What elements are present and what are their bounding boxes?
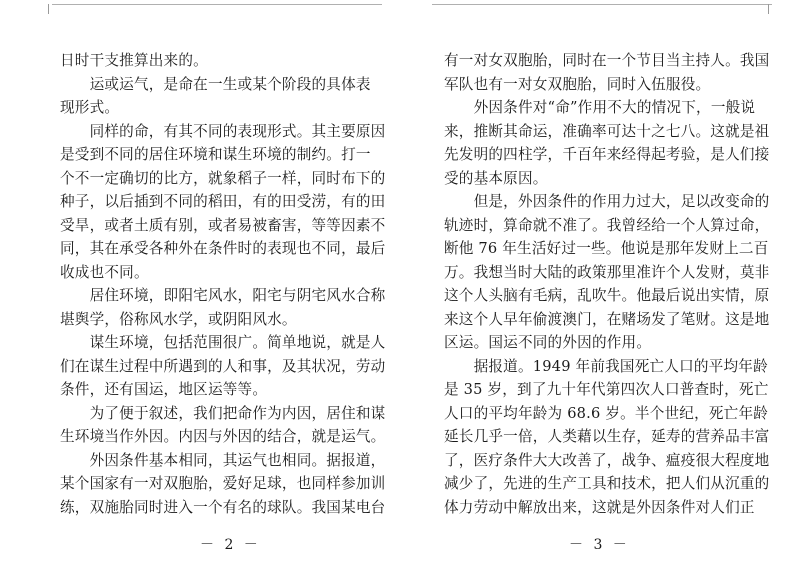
text-line: 生环境当作外因。内因与外因的结合，就是运气。 xyxy=(60,428,386,445)
text-line: 外因条件基本相同，其运气也相同。据报道， xyxy=(60,451,386,469)
text-line: 堪舆学，俗称风水学，或阴阳风水。 xyxy=(60,310,297,328)
text-line: 万。我想当时大陆的政策那里准许个人发财，莫非 xyxy=(444,263,770,281)
text-line: 种子，以后插到不同的稻田，有的田受涝，有的田 xyxy=(60,193,386,210)
text-line: 了，医疗条件大大改善了，战争、瘟疫很大程度地 xyxy=(444,451,770,469)
text-line: 人口的平均年龄为 68.6 岁。半个世纪，死亡年龄 xyxy=(444,404,769,422)
text-line: 有一对女双胞胎，同时在一个节目当主持人。我国 xyxy=(444,52,770,69)
page-corner-mark xyxy=(48,4,49,14)
left-page xyxy=(0,0,396,588)
text-line: 为了便于叙述，我们把命作为内因，居住和谋 xyxy=(60,404,386,422)
text-line: 轨迹时，算命就不准了。我曾经给一个人算过命， xyxy=(444,216,770,234)
text-line: 外因条件对“命”作用不大的情况下，一般说 xyxy=(444,99,756,116)
text-line: 是受到不同的居住环境和谋生环境的制约。打一 xyxy=(60,146,371,163)
text-line: 条件，还有国运，地区运等等。 xyxy=(60,381,268,398)
text-line: 个不一定确切的比方，就象稻子一样，同时布下的 xyxy=(60,169,386,187)
page-number: － 3 － xyxy=(569,537,630,553)
text-line: 减少了，先进的生产工具和技术，把人们从沉重的 xyxy=(444,475,770,492)
text-line: 来这个人早年偷渡澳门，在赌场发了笔财。这是地 xyxy=(444,310,770,328)
text-line: 延长几乎一倍，人类藉以生存，延寿的营养品丰富 xyxy=(444,428,770,445)
text-line: 断他 76 年生活好过一些。他说是那年发财上二百 xyxy=(444,240,769,257)
right-page xyxy=(396,0,793,588)
left-page-body xyxy=(60,49,386,519)
text-line: 收成也不同。 xyxy=(60,263,149,281)
text-line: 据报道。1949 年前我国死亡人口的平均年龄 xyxy=(444,357,768,375)
text-line: 这个人头脑有毛病，乱吹牛。他最后说出实情，原 xyxy=(444,287,770,304)
text-line: 区运。国运不同的外因的作用。 xyxy=(444,334,652,351)
page-edge-line xyxy=(52,4,382,5)
text-line: 谋生环境，包括范围很广。简单地说，就是人 xyxy=(60,334,386,351)
text-line: 受的基本原因。 xyxy=(444,169,548,187)
text-line: 现形式。 xyxy=(60,99,120,116)
text-line: 运或运气，是命在一生或某个阶段的具体表 xyxy=(60,75,371,93)
text-line: 军队也有一对女双胞胎，同时入伍服役。 xyxy=(444,75,711,93)
text-line: 体力劳动中解放出来，这就是外因条件对人们正 xyxy=(444,498,755,516)
text-line: 居住环境，即阳宅风水，阳宅与阴宅风水合称 xyxy=(60,287,386,304)
text-line: 们在谋生过程中所遇到的人和事，及其状况，劳动 xyxy=(60,357,386,375)
text-line: 某个国家有一对双胞胎，爱好足球，也同样参加训 xyxy=(60,475,386,492)
page-edge-line xyxy=(432,4,772,5)
text-line: 练，双施胎同时进入一个有名的球队。我国某电台 xyxy=(60,498,386,516)
text-line: 是 35 岁，到了九十年代第四次人口普查时，死亡 xyxy=(444,381,769,398)
page-number: － 2 － xyxy=(200,537,261,553)
page-corner-mark xyxy=(768,4,769,14)
text-line: 受旱，或者土质有别，或者易被畜害，等等因素不 xyxy=(60,216,386,234)
text-line: 先发明的四柱学，千百年来经得起考验，是人们接 xyxy=(444,146,770,163)
text-line: 日时干支推算出来的。 xyxy=(60,52,208,69)
text-line: 但是，外因条件的作用力过大，足以改变命的 xyxy=(444,193,770,210)
right-page-body xyxy=(444,49,770,519)
text-line: 同，其在承受各种外在条件时的表现也不同，最后 xyxy=(60,240,386,257)
text-line: 同样的命，有其不同的表现形式。其主要原因 xyxy=(60,122,386,140)
text-line: 来，推断其命运，准确率可达十之七八。这就是祖 xyxy=(444,122,770,140)
